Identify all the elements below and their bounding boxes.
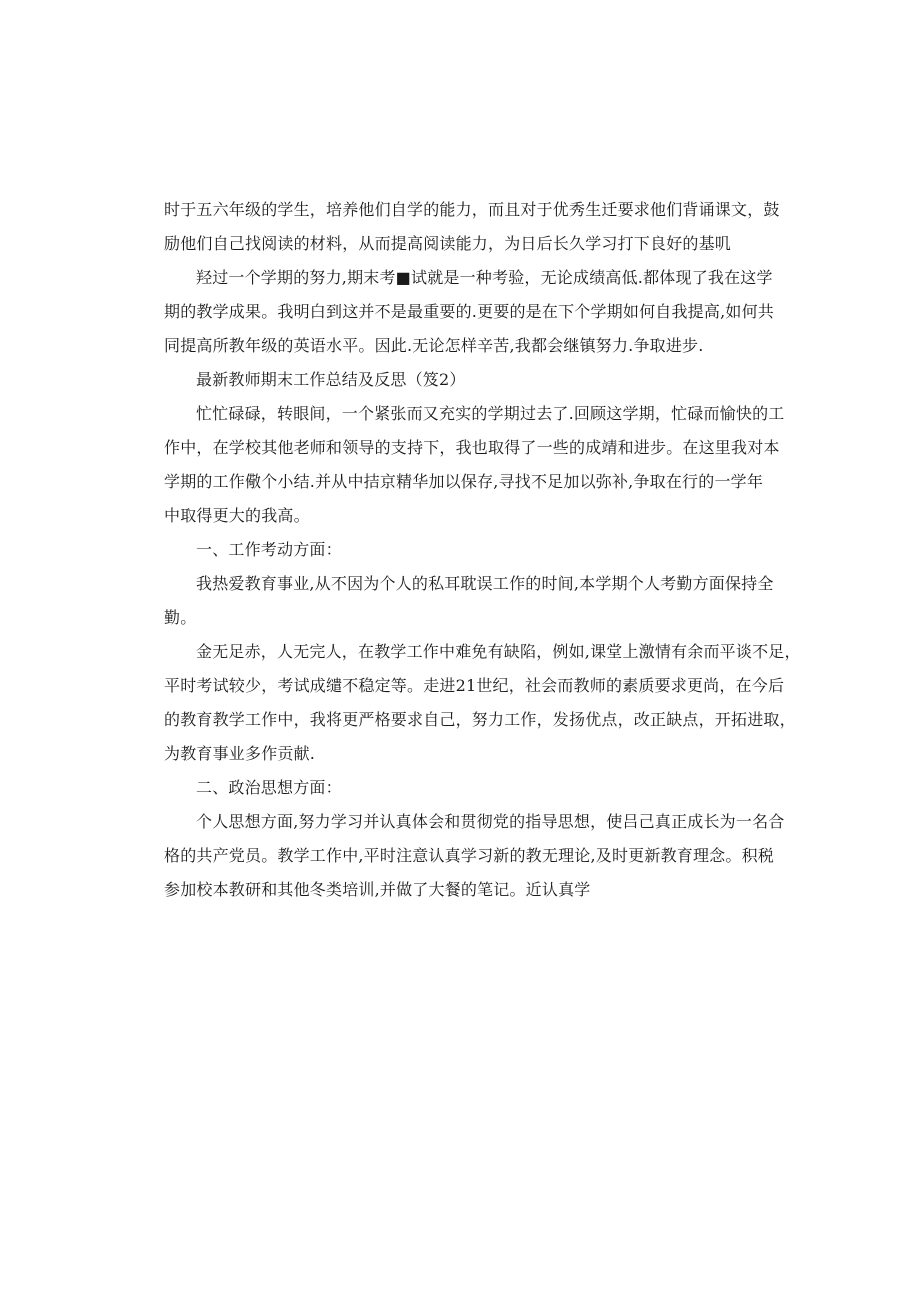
text-line: 学期的工作儆个小结.并从中拮京精华加以保存,寻找不足加以弥补,争取在行的一学年: [164, 472, 764, 491]
paragraph-first-line: 个人思想方面,努力学习并认真体会和贯彻党的指导思想，使吕己真正成长为一名合: [196, 812, 785, 831]
text-line: 参加校本教研和其他冬类培训,并做了大餐的笔记。近认真学: [164, 880, 591, 899]
text-line: 平时考试较少，考试成缱不稳定等。走进21世纪，社会而教师的素质要求更尚，在今后: [164, 676, 785, 695]
text-line: 中取得更大的我高。: [164, 506, 310, 525]
subheading: 二、政治思想方面：: [196, 778, 342, 797]
paragraph-first-line: 羟过一个学期的努力,期末考■试就是一种考验，无论成绩高低.都体现了我在这学: [196, 268, 773, 287]
text-line: 的教育教学工作中，我将更严格要求自己，努力工作，发扬优点，改正缺点，开拓进取，: [164, 710, 796, 729]
text-line: 为教育事业多作贡献.: [164, 744, 316, 763]
text-line: 时于五六年级的学生，培养他们自学的能力，而且对于优秀生迁要求他们背诵课文，鼓: [164, 200, 780, 219]
paragraph-first-line: 忙忙碌碌，转眼间，一个紧张而又充实的学期过去了.回顾这学期，忙碌而愉快的工: [196, 404, 785, 423]
text-line: 励他们自己找阅读的材料，从而提高阅读能力，为日后长久学习打下良好的基叽: [164, 234, 732, 253]
text-line: 勤。: [164, 608, 197, 627]
text-line: 期的教学成果。我明白到这并不是最重要的.更要的是在下个学期如何自我提高,如何共: [164, 302, 774, 321]
text-line: 同提高所教年级的英语水平。因此.无论怎样辛苦,我都会继镇努力.争取进步.: [164, 336, 704, 355]
section-title: 最新教师期末工作总结及反思（笈2）: [196, 370, 466, 389]
text-line: 作中，在学校其他老师和领导的支持下，我也取得了一些的成靖和进步。在这里我对本: [164, 438, 780, 457]
text-line: 格的共产党员。教学工作中,平时注意认真学习新的教无理论,及时更新教育理念。积税: [164, 846, 774, 865]
paragraph-first-line: 我热爱教育事业,从不因为个人的私耳耽误工作的时间,本学期个人考勤方面保持全: [196, 574, 774, 593]
subheading: 一、工作考动方面：: [196, 540, 342, 559]
paragraph-first-line: 金无足赤，人无完人，在教学工作中难免有缺陷，例如,课堂上激情有余而平谈不足，: [196, 642, 801, 661]
